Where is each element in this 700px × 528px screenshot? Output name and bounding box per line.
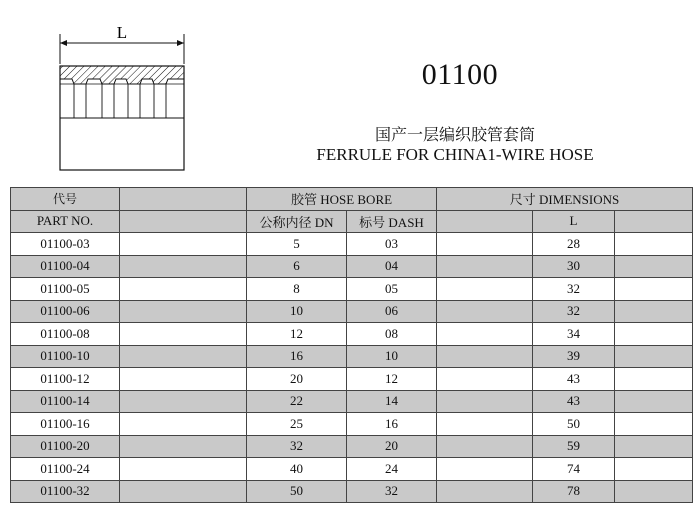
blank-cell xyxy=(615,345,693,368)
dash-cell: 12 xyxy=(347,368,437,391)
header-l: L xyxy=(533,210,615,233)
ferrule-drawing xyxy=(50,22,195,182)
blank-cell xyxy=(120,323,247,346)
part-no-cell: 01100-10 xyxy=(11,345,120,368)
dn-cell: 40 xyxy=(247,458,347,481)
length-cell: 43 xyxy=(533,390,615,413)
table-row xyxy=(11,390,693,413)
table-row xyxy=(11,413,693,436)
dn-cell: 22 xyxy=(247,390,347,413)
length-cell: 43 xyxy=(533,368,615,391)
blank-cell xyxy=(437,390,533,413)
dash-cell: 32 xyxy=(347,480,437,503)
blank-cell xyxy=(120,458,247,481)
blank-cell xyxy=(120,255,247,278)
dash-cell: 06 xyxy=(347,300,437,323)
blank-cell xyxy=(120,390,247,413)
blank-cell xyxy=(615,255,693,278)
length-cell: 32 xyxy=(533,300,615,323)
blank-cell xyxy=(120,413,247,436)
table-header-row xyxy=(11,188,693,211)
table-row xyxy=(11,368,693,391)
blank-cell xyxy=(437,435,533,458)
part-no-cell: 01100-08 xyxy=(11,323,120,346)
blank-cell xyxy=(437,323,533,346)
blank-cell xyxy=(615,435,693,458)
part-no-cell: 01100-32 xyxy=(11,480,120,503)
dimension-label: L xyxy=(116,23,128,42)
header-part-no-en: PART NO. xyxy=(11,210,120,233)
table-row xyxy=(11,323,693,346)
length-cell: 28 xyxy=(533,233,615,256)
dn-cell: 12 xyxy=(247,323,347,346)
dash-cell: 10 xyxy=(347,345,437,368)
blank-cell xyxy=(120,435,247,458)
blank-cell xyxy=(437,480,533,503)
dash-cell: 04 xyxy=(347,255,437,278)
dn-cell: 6 xyxy=(247,255,347,278)
blank-cell xyxy=(437,300,533,323)
length-cell: 39 xyxy=(533,345,615,368)
title-chinese: 国产一层编织胶管套筒 xyxy=(374,125,535,144)
blank-cell xyxy=(120,233,247,256)
part-no-cell: 01100-16 xyxy=(11,413,120,436)
table-row xyxy=(11,458,693,481)
table-row xyxy=(11,255,693,278)
dn-cell: 50 xyxy=(247,480,347,503)
header-blank xyxy=(615,210,693,233)
header-blank xyxy=(120,210,247,233)
dn-cell: 10 xyxy=(247,300,347,323)
blank-cell xyxy=(437,368,533,391)
dash-cell: 14 xyxy=(347,390,437,413)
blank-cell xyxy=(615,323,693,346)
length-cell: 34 xyxy=(533,323,615,346)
blank-cell xyxy=(615,300,693,323)
length-cell: 50 xyxy=(533,413,615,436)
part-no-cell: 01100-06 xyxy=(11,300,120,323)
title-english: FERRULE FOR CHINA1-WIRE HOSE xyxy=(316,145,594,164)
header-dn: 公称内径 DN xyxy=(247,210,347,233)
dn-cell: 16 xyxy=(247,345,347,368)
dn-cell: 25 xyxy=(247,413,347,436)
part-no-cell: 01100-20 xyxy=(11,435,120,458)
header-dash: 标号 DASH xyxy=(347,210,437,233)
part-no-cell: 01100-12 xyxy=(11,368,120,391)
part-no-cell: 01100-05 xyxy=(11,278,120,301)
dash-cell: 03 xyxy=(347,233,437,256)
length-cell: 30 xyxy=(533,255,615,278)
header-blank xyxy=(437,210,533,233)
blank-cell xyxy=(615,368,693,391)
blank-cell xyxy=(120,368,247,391)
length-cell: 59 xyxy=(533,435,615,458)
table-row xyxy=(11,480,693,503)
header-part-no-cn: 代号 xyxy=(11,188,120,211)
part-no-cell: 01100-14 xyxy=(11,390,120,413)
blank-cell xyxy=(120,278,247,301)
header-hose-bore: 胶管 HOSE BORE xyxy=(247,188,437,211)
table-row xyxy=(11,233,693,256)
part-no-cell: 01100-24 xyxy=(11,458,120,481)
part-no-cell: 01100-03 xyxy=(11,233,120,256)
header-blank xyxy=(120,188,247,211)
blank-cell xyxy=(615,278,693,301)
blank-cell xyxy=(615,233,693,256)
part-no-cell: 01100-04 xyxy=(11,255,120,278)
dn-cell: 5 xyxy=(247,233,347,256)
blank-cell xyxy=(437,413,533,436)
blank-cell xyxy=(120,300,247,323)
length-cell: 74 xyxy=(533,458,615,481)
blank-cell xyxy=(437,278,533,301)
blank-cell xyxy=(615,480,693,503)
header-dimensions: 尺寸 DIMENSIONS xyxy=(437,188,693,211)
length-cell: 78 xyxy=(533,480,615,503)
blank-cell xyxy=(615,458,693,481)
dn-cell: 32 xyxy=(247,435,347,458)
table-row xyxy=(11,300,693,323)
blank-cell xyxy=(437,255,533,278)
dash-cell: 05 xyxy=(347,278,437,301)
blank-cell xyxy=(120,345,247,368)
blank-cell xyxy=(120,480,247,503)
table-subheader-row xyxy=(11,210,693,233)
length-cell: 32 xyxy=(533,278,615,301)
dash-cell: 24 xyxy=(347,458,437,481)
dash-cell: 08 xyxy=(347,323,437,346)
dn-cell: 8 xyxy=(247,278,347,301)
dash-cell: 20 xyxy=(347,435,437,458)
part-number-title: 01100 xyxy=(421,58,499,91)
table-row xyxy=(11,278,693,301)
table-row xyxy=(11,435,693,458)
dn-cell: 20 xyxy=(247,368,347,391)
table-row xyxy=(11,345,693,368)
spec-table xyxy=(10,187,693,503)
blank-cell xyxy=(615,390,693,413)
blank-cell xyxy=(437,458,533,481)
blank-cell xyxy=(437,345,533,368)
dash-cell: 16 xyxy=(347,413,437,436)
blank-cell xyxy=(437,233,533,256)
blank-cell xyxy=(615,413,693,436)
